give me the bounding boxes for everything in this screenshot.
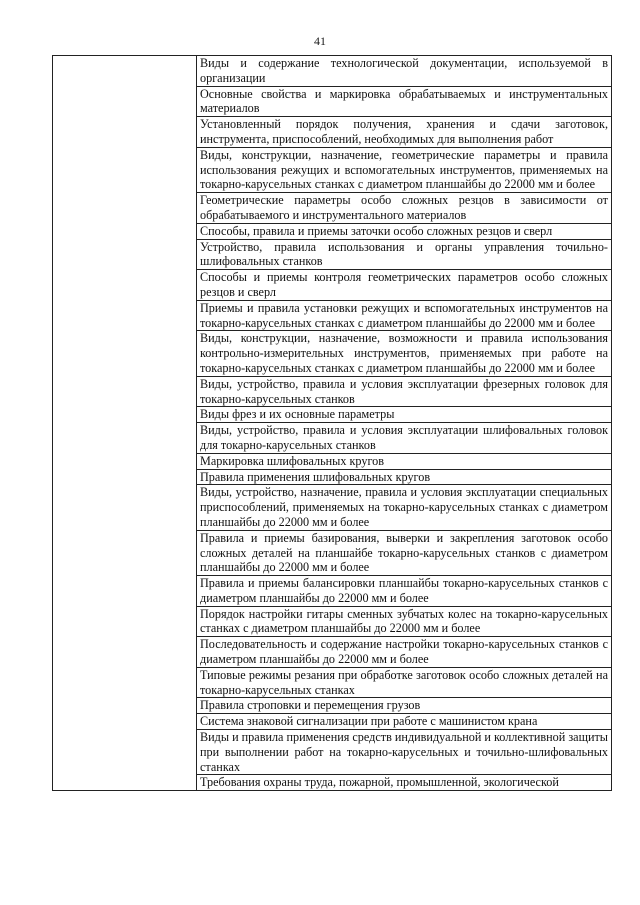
table-cell: Установленный порядок получения, хранения и сдачи заготовок, инструмента, приспособлений, необходимых для выполнения работ [197, 117, 612, 148]
knowledge-table [52, 55, 612, 791]
table-cell: Порядок настройки гитары сменных зубчатых колес на токарно-карусельных станках с диаметром планшайбы до 22000 мм и более [197, 606, 612, 637]
table-cell: Способы и приемы контроля геометрических параметров особо сложных резцов и сверл [197, 270, 612, 301]
table-cell: Правила строповки и перемещения грузов [197, 698, 612, 714]
table-cell: Геометрические параметры особо сложных резцов в зависимости от обрабатываемого и инструментального материалов [197, 193, 612, 224]
table-cell: Виды, устройство, назначение, правила и условия эксплуатации специальных приспособлений, применяемых на токарно-карусельных станках с диаметром планшайбы до 22000 мм и более [197, 485, 612, 530]
table-cell: Виды и правила применения средств индивидуальной и коллективной защиты при выполнении работ на токарно-карусельных и точильно-шлифовальных станках [197, 730, 612, 775]
table-cell: Виды и содержание технологической документации, используемой в организации [197, 56, 612, 87]
table-row [53, 56, 612, 87]
table-cell: Виды, устройство, правила и условия эксплуатации фрезерных головок для токарно-карусельных станков [197, 376, 612, 407]
table-cell: Устройство, правила использования и органы управления точильно-шлифовальных станков [197, 239, 612, 270]
table-cell: Виды, устройство, правила и условия эксплуатации шлифовальных головок для токарно-карусельных станков [197, 423, 612, 454]
table-cell: Основные свойства и маркировка обрабатываемых и инструментальных материалов [197, 86, 612, 117]
table-cell: Типовые режимы резания при обработке заготовок особо сложных деталей на токарно-карусельных станках [197, 667, 612, 698]
table-cell: Виды, конструкции, назначение, возможности и правила использования контрольно-измерительных инструментов, применяемых при работе на токарно-карусельных станках с диаметром планшайбы до 22000 мм и более [197, 331, 612, 376]
table-cell: Приемы и правила установки режущих и вспомогательных инструментов на токарно-карусельных станках с диаметром планшайбы до 22000 мм и более [197, 300, 612, 331]
table-cell: Правила применения шлифовальных кругов [197, 469, 612, 485]
table-cell: Последовательность и содержание настройки токарно-карусельных станков с диаметром планшайбы до 22000 мм и более [197, 637, 612, 668]
table-cell: Маркировка шлифовальных кругов [197, 453, 612, 469]
table-cell: Правила и приемы базирования, выверки и закрепления заготовок особо сложных деталей на планшайбе токарно-карусельных станков с диаметром планшайбы до 22000 мм и более [197, 530, 612, 575]
table-cell: Правила и приемы балансировки планшайбы токарно-карусельных станков с диаметром планшайбы до 22000 мм и более [197, 576, 612, 607]
table-cell: Система знаковой сигнализации при работе с машинистом крана [197, 714, 612, 730]
table-cell: Способы, правила и приемы заточки особо сложных резцов и сверл [197, 223, 612, 239]
table-cell: Требования охраны труда, пожарной, промышленной, экологической [197, 775, 612, 791]
table-cell: Виды, конструкции, назначение, геометрические параметры и правила использования режущих и вспомогательных инструментов, применяемых на токарно-карусельных станках с диаметром планшайбы до 22000 мм и более [197, 147, 612, 192]
table-cell: Виды фрез и их основные параметры [197, 407, 612, 423]
table-left-column-cell [53, 56, 197, 791]
page-number: 41 [314, 34, 326, 48]
